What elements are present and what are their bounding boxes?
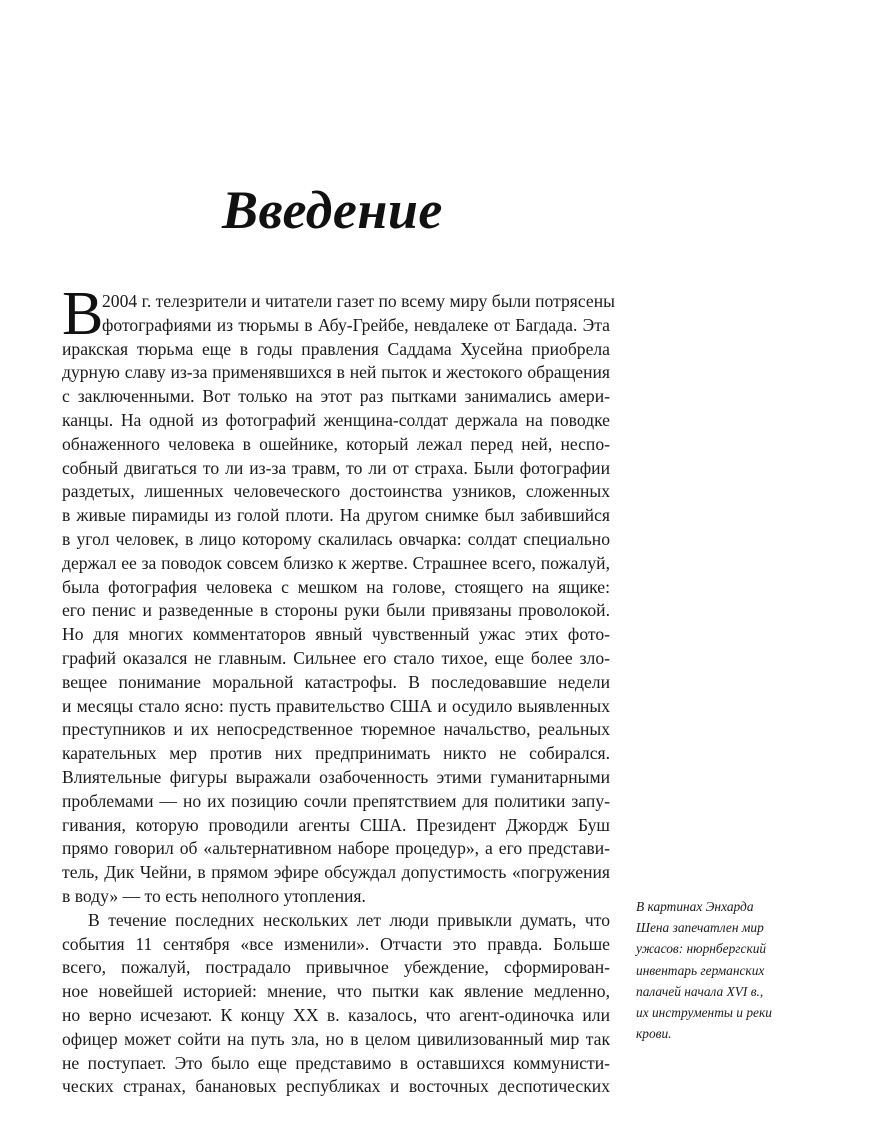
text-line: обнаженного человека в ошейнике, который лежал перед ней, неспо- xyxy=(62,433,610,454)
text-line: но верно исчезают. К концу XX в. казалось, что агент-одиночка или xyxy=(62,1004,610,1025)
paragraph-2 xyxy=(62,909,610,1099)
text-line: иракская тюрьма еще в годы правления Саддама Хусейна приобрела xyxy=(62,338,610,359)
text-line: Влиятельные фигуры выражали озабоченность этими гуманитарными xyxy=(62,766,610,787)
text-line: его пенис и разведенные в стороны руки были привязаны проволокой. xyxy=(62,600,610,621)
sidenote-line: палачей начала XVI в., xyxy=(636,983,764,999)
sidenote-line: В картинах Энхарда xyxy=(636,899,754,914)
paragraph-1 xyxy=(62,280,615,909)
text-line: всего, пожалуй, пострадало привычное убеждение, сформирован- xyxy=(62,957,610,978)
text-line: в угол человек, в лицо которому скалилась овчарка: солдат специально xyxy=(62,528,610,549)
text-line: была фотография человека с мешком на голове, стоящего на ящике: xyxy=(62,576,610,597)
text-line: преступников и их непосредственное тюремное начальство, реальных xyxy=(62,719,610,740)
text-line: не поступает. Это было еще представимо в оставшихся коммунисти- xyxy=(62,1052,610,1073)
body-text xyxy=(62,280,615,1099)
text-line: события 11 сентября «все изменили». Отчасти это правда. Больше xyxy=(62,933,610,954)
sidenote-line: их инструменты и реки xyxy=(636,1005,772,1021)
text-line: в воду» — то есть неполного утопления. xyxy=(62,885,366,906)
text-line: карательных мер против них предпринимать никто не собирался. xyxy=(62,743,610,764)
text-line: раздетых, лишенных человеческого достоинства узников, сложенных xyxy=(62,481,610,502)
text-line: тель, Дик Чейни, в прямом эфире обсуждал допустимость «погружения xyxy=(62,862,610,883)
sidenote-line: ужасов: нюрнбергский xyxy=(636,941,767,957)
text-line: проблемами — но их позицию сочли препятствием для политики запу- xyxy=(62,790,610,811)
text-line: канцы. На одной из фотографий женщина-солдат держала на поводке xyxy=(62,409,610,430)
text-line: Но для многих комментаторов явный чувственный ужас этих фото- xyxy=(62,624,610,645)
text-line: ческих странах, банановых республиках и восточных деспотических xyxy=(62,1076,610,1097)
text-line: фотографиями из тюрьмы в Абу-Грейбе, невдалеке от Багдада. Эта xyxy=(102,314,610,335)
text-line: с заключенными. Вот только на этот раз пытками занимались амери- xyxy=(62,386,610,407)
text-line: ное новейшей историей: мнение, что пытки как явление медленно, xyxy=(62,981,610,1002)
chapter-title: Введение xyxy=(222,180,443,240)
sidenote-caption xyxy=(636,896,796,1044)
sidenote-line: крови. xyxy=(636,1026,672,1042)
text-line: графий оказался не главным. Сильнее его стало тихое, еще более зло- xyxy=(62,647,610,668)
text-line: дурную славу из-за применявшихся в ней пыток и жестокого обращения xyxy=(62,362,610,383)
sidenote-line: Шена запечатлен мир xyxy=(636,920,764,936)
text-line: 2004 г. телезрители и читатели газет по всему миру были потрясены xyxy=(102,291,615,311)
text-line: и месяцы стало ясно: пусть правительство США и осудило выявленных xyxy=(62,695,610,716)
text-line: гивания, которую проводили агенты США. Президент Джордж Буш xyxy=(62,814,610,835)
text-line: прямо говорил об «альтернативном наборе процедур», а его представи- xyxy=(62,838,610,859)
text-line: вещее понимание моральной катастрофы. В последовавшие недели xyxy=(62,671,610,692)
text-line: держал ее за поводок совсем близко к жертве. Страшнее всего, пожалуй, xyxy=(62,552,610,573)
text-line: собный двигаться то ли из-за травм, то ли от страха. Были фотографии xyxy=(62,457,610,478)
sidenote-line: инвентарь германских xyxy=(636,962,765,978)
text-line: в живые пирамиды из голой плоти. На другом снимке был забившийся xyxy=(62,505,610,526)
text-line: В течение последних нескольких лет люди привыкли думать, что xyxy=(88,909,610,930)
text-line: офицер может сойти на путь зла, но в целом цивилизованный мир так xyxy=(62,1028,610,1049)
drop-cap: В xyxy=(62,280,104,348)
